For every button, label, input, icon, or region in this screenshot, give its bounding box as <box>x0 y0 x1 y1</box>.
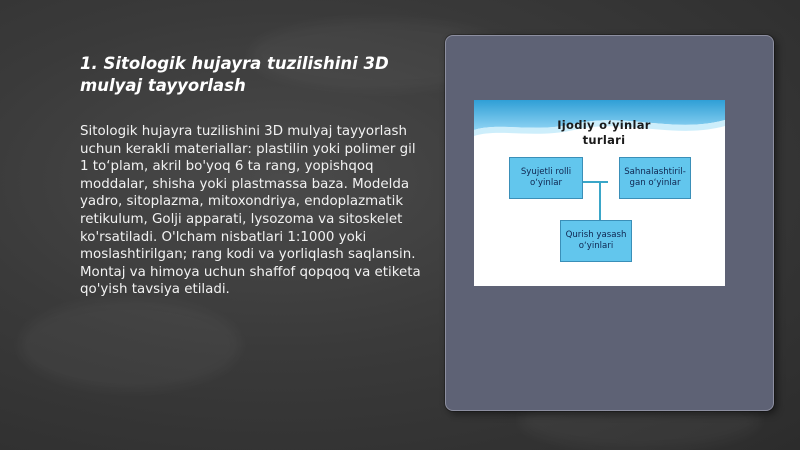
diagram-image <box>474 100 725 286</box>
node-sahnalashtirilgan: Sahnalashtiril- gan o‘yinlar <box>619 157 691 199</box>
slide-title: 1. Sitologik hujayra tuzilishini 3D mulyaj tayyorlash <box>80 54 389 95</box>
node-qurish-yasash: Qurish yasash o‘yinlari <box>560 220 632 262</box>
node-syujetli-rolli: Syujetli rolli o‘yinlar <box>509 157 583 199</box>
diagram-title: Ijodiy o‘yinlar turlari <box>557 118 651 147</box>
slide-body-text: Sitologik hujayra tuzilishini 3D mulyaj tayyorlash uchun kerakli materiallar: plastilin yoki polimer gil 1 to‘plam, akril bo'yoq 6 ta rang, yopishqoq moddalar, shisha yoki plastmassa baza. Modelda yadro, sitoplazma, mitoxondriya, endoplazmatik retikulum, Golji apparati, lysozoma va sitoskelet ko'rsatiladi. O'lcham nisbatlari 1:1000 yoki moslashtirilgan; rang kodi va yorliqlash saqlansin. Montaj va himoya uchun shaffof qopqoq va etiketa qo'yish tavsiya etiladi. <box>80 124 421 298</box>
